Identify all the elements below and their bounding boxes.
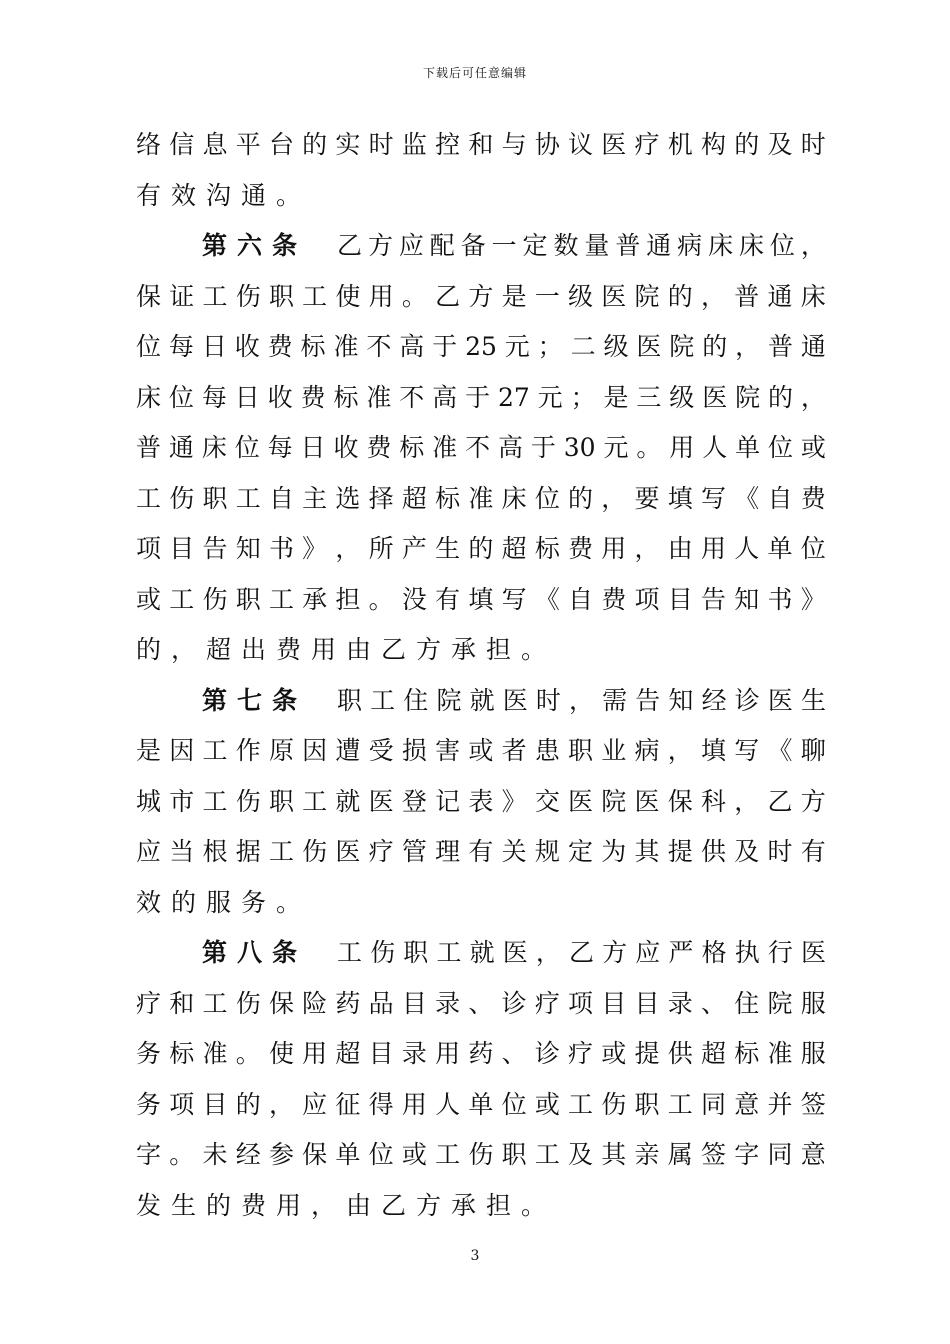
article-number: 第八条 [202, 938, 308, 967]
text-line: 城 市 工 伤 职 工 就 医 登 记 表 》 交 医 院 医 保 科 ， 乙 方 [136, 786, 826, 816]
text-line: 普 通 床 位 每 日 收 费 标 准 不 高 于 30 元 。 用 人 单 位 或 [136, 433, 826, 462]
text-line: 发生的费用，由乙方承担。 [136, 1190, 557, 1220]
article-heading-line: 第八条 工 伤 职 工 就 医 ， 乙 方 应 严 格 执 行 医 [136, 928, 826, 979]
text-line: 是 因 工 作 原 因 遭 受 损 害 或 者 患 职 业 病 ， 填 写 《 聊 [136, 736, 826, 765]
page-header: 下载后可任意编辑 [422, 66, 527, 80]
text-line: 或 工 伤 职 工 承 担 。 没 有 填 写 《 自 费 项 目 告 知 书 》 [136, 584, 826, 614]
text-line: 位 每 日 收 费 标 准 不 高 于 25 元 ； 二 级 医 院 的 ， 普 通 [136, 332, 826, 361]
article-heading-line: 第七条 职 工 住 院 就 医 时 ， 需 告 知 经 诊 医 生 [136, 676, 826, 727]
article-heading-line: 第六条 乙 方 应 配 备 一 定 数 量 普 通 病 床 床 位 ， [136, 221, 826, 272]
article-number: 第六条 [202, 231, 308, 260]
text-line: 字 。 未 经 参 保 单 位 或 工 伤 职 工 及 其 亲 属 签 字 同 意 [136, 1140, 826, 1169]
text-line: 床 位 每 日 收 费 标 准 不 高 于 27 元 ； 是 三 级 医 院 的 ， [136, 382, 826, 412]
text-line: 工 伤 职 工 自 主 选 择 超 标 准 床 位 的 ， 要 填 写 《 自 费 [136, 483, 826, 513]
text-line: 的，超出费用由乙方承担。 [136, 635, 557, 664]
text-line: 务 项 目 的 ， 应 征 得 用 人 单 位 或 工 伤 职 工 同 意 并 签 [136, 1089, 826, 1119]
text-line: 疗 和 工 伤 保 险 药 品 目 录 、 诊 疗 项 目 目 录 、 住 院 服 [136, 988, 826, 1018]
text-line: 应 当 根 据 工 伤 医 疗 管 理 有 关 规 定 为 其 提 供 及 时 有 [136, 837, 826, 866]
page-number: 3 [470, 1248, 480, 1264]
text-line: 务 标 准 。 使 用 超 目 录 用 药 、 诊 疗 或 提 供 超 标 准 服 [136, 1039, 826, 1068]
text-line: 有效沟通。 [136, 180, 312, 210]
text-line: 络 信 息 平 台 的 实 时 监 控 和 与 协 议 医 疗 机 构 的 及 时 [136, 130, 826, 159]
text-line: 项 目 告 知 书 》 ， 所 产 生 的 超 标 费 用 ， 由 用 人 单 位 [136, 534, 826, 563]
text-line: 效的服务。 [136, 887, 312, 917]
text-line: 保 证 工 伤 职 工 使 用 。 乙 方 是 一 级 医 院 的 ， 普 通 床 [136, 281, 826, 311]
document-body [136, 120, 826, 1231]
article-number: 第七条 [202, 685, 308, 715]
